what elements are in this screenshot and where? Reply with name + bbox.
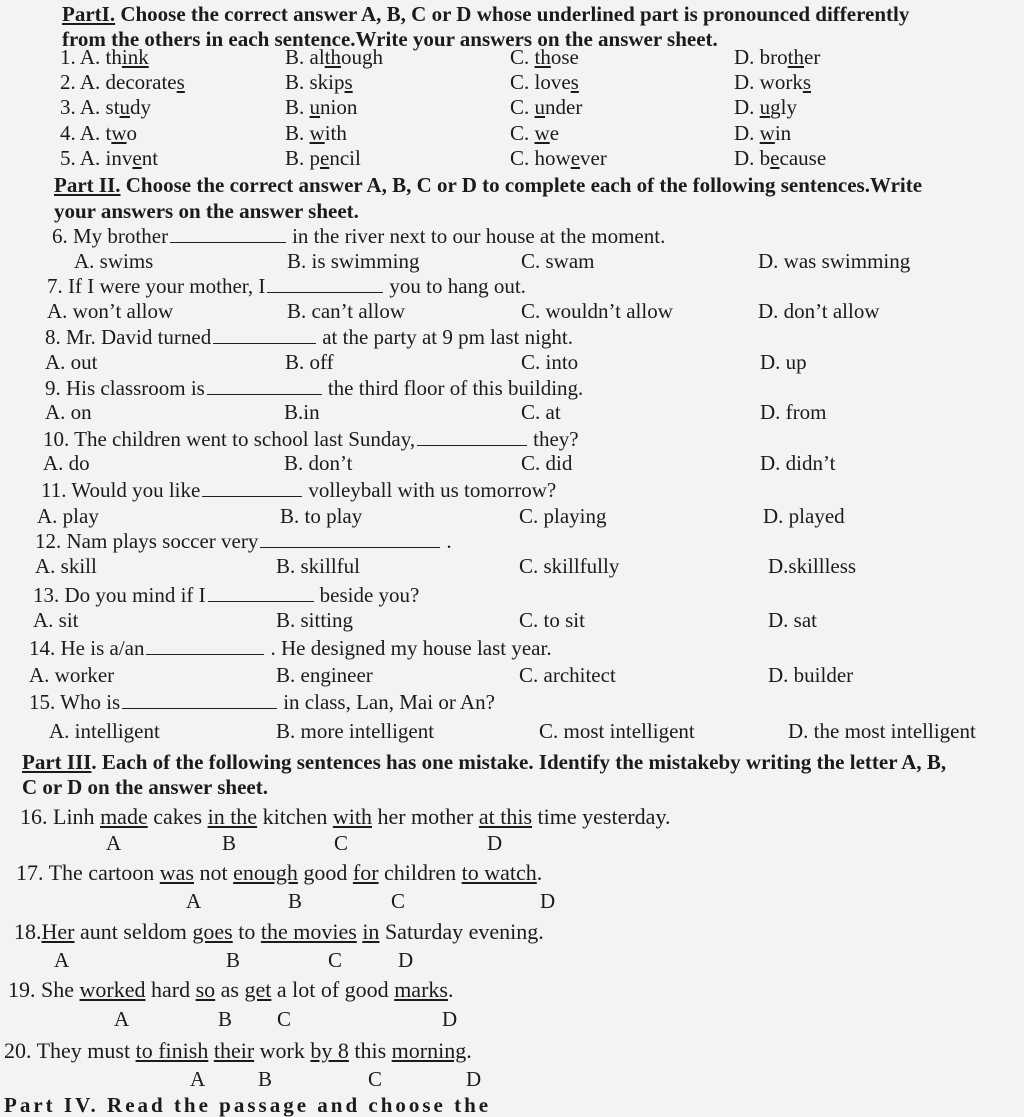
stem-text: 9. His classroom is: [45, 376, 205, 400]
p2-q7-option-a: A. won’t allow: [47, 299, 174, 323]
p2-q6-stem: [52, 224, 665, 248]
p1-q3-option-c: [510, 95, 582, 119]
stem-text: 12. Nam plays soccer very: [35, 529, 259, 553]
underlined-part: in: [362, 919, 380, 944]
answer-blank: [213, 327, 316, 344]
p1-q5-option-a: [60, 146, 158, 170]
sentence-text: children: [378, 860, 462, 885]
option-text: B.: [285, 121, 310, 145]
p2-q9-option-a: A. on: [45, 400, 92, 424]
stem-text: . He designed my house last year.: [270, 636, 552, 660]
show-through-text: [720, 380, 725, 401]
stem-text: in class, Lan, Mai or An?: [283, 690, 495, 714]
option-text: B.: [285, 95, 310, 119]
sentence-text: 17. The cartoon: [16, 860, 160, 885]
p3-q20-letter-b: B: [258, 1067, 273, 1091]
underlined-part: worked: [79, 977, 146, 1002]
option-text: B. skip: [285, 70, 345, 94]
p3-q17-letter-d: D: [540, 889, 556, 913]
stem-text: you to hang out.: [389, 274, 526, 298]
option-text: nder: [545, 95, 583, 119]
answer-blank: [122, 692, 277, 709]
underlined-part: morning: [391, 1038, 467, 1063]
p1-q3-option-b: [285, 95, 357, 119]
sentence-text: hard: [145, 977, 196, 1002]
p3-q20-letter-c: C: [368, 1067, 383, 1091]
part2-title-line2: your answers on the answer sheet.: [54, 199, 359, 223]
question-number: 2. A.: [60, 70, 106, 94]
part1-title: PartI. Choose the correct answer A, B, C or D whose underlined part is pronounced differently: [62, 2, 910, 26]
p3-q19-letter-c: C: [277, 1007, 292, 1031]
p2-q11-option-d: D. played: [763, 504, 845, 528]
p3-q19-letter-b: B: [218, 1007, 233, 1031]
option-text: B. al: [285, 45, 325, 69]
option-text: ver: [580, 146, 607, 170]
stem-text: they?: [533, 427, 579, 451]
question-number: 5. A.: [60, 146, 106, 170]
option-text: st: [105, 95, 120, 119]
underlined-part: w: [534, 121, 550, 145]
p3-q17-letter-b: B: [288, 889, 303, 913]
underlined-part: w: [309, 121, 325, 145]
part4-title-partial: Part IV. Read the passage and choose the: [4, 1093, 492, 1117]
option-text: ncil: [329, 146, 361, 170]
p1-q1-option-b: [285, 45, 383, 69]
p2-q6-option-c: C. swam: [521, 249, 595, 273]
p1-q4-option-c: [510, 121, 559, 145]
underlined-part: s: [344, 70, 353, 94]
option-text: ose: [550, 45, 579, 69]
option-text: D.: [734, 121, 760, 145]
underlined-part: with: [332, 804, 372, 829]
option-text: decorate: [105, 70, 177, 94]
sentence-text: time yesterday.: [532, 804, 671, 829]
underlined-part: th: [324, 45, 342, 69]
answer-blank: [146, 638, 264, 655]
p1-q4-option-a: [60, 121, 137, 145]
p2-q10-option-b: B. don’t: [284, 451, 353, 475]
option-text: in: [774, 121, 792, 145]
sentence-text: work: [254, 1038, 311, 1063]
underlined-part: to watch: [461, 860, 537, 885]
stem-text: 15. Who is: [29, 690, 121, 714]
underlined-part: th: [534, 45, 551, 69]
underlined-part: w: [759, 121, 775, 145]
sentence-text: 16. Linh: [20, 804, 101, 829]
sentence-text: aunt seldom: [74, 919, 193, 944]
underlined-part: at this: [478, 804, 533, 829]
p2-q7-option-b: B. can’t allow: [287, 299, 406, 323]
option-text: er: [804, 45, 821, 69]
p3-q19-sentence: [8, 978, 453, 1002]
p2-q14-option-b: B. engineer: [276, 663, 373, 687]
p2-q10-option-d: D. didn’t: [760, 451, 836, 475]
underlined-part: u: [759, 95, 771, 119]
underlined-part: w: [111, 121, 127, 145]
sentence-text: Saturday evening.: [379, 919, 544, 944]
p2-q14-option-d: D. builder: [768, 663, 854, 687]
option-text: C.: [510, 121, 535, 145]
sentence-text: 20. They must: [4, 1038, 136, 1063]
p2-q10-option-c: C. did: [521, 451, 573, 475]
underlined-part: u: [534, 95, 546, 119]
sentence-text: her mother: [371, 804, 479, 829]
sentence-text: not: [194, 860, 234, 885]
p3-q16-letter-b: B: [222, 831, 237, 855]
sentence-text: 18.: [14, 919, 42, 944]
p2-q8-option-b: B. off: [285, 350, 334, 374]
underlined-part: by 8: [310, 1038, 349, 1063]
p2-q10-option-a: A. do: [43, 451, 90, 475]
stem-text: at the party at 9 pm last night.: [322, 325, 574, 349]
stem-text: 7. If I were your mother, I: [47, 274, 266, 298]
p3-q16-sentence: [20, 805, 671, 829]
p2-q8-stem: [45, 325, 573, 349]
sentence-text: .: [466, 1038, 472, 1063]
sentence-text: cakes: [147, 804, 208, 829]
option-text: t: [105, 121, 112, 145]
part2-title: Part II. Choose the correct answer A, B, C or D to complete each of the following sentences.Write: [54, 173, 923, 197]
p2-q13-option-a: A. sit: [33, 608, 79, 632]
p2-q12-stem: [35, 529, 452, 553]
underlined-part: enough: [233, 860, 298, 885]
sentence-text: this: [348, 1038, 392, 1063]
option-text: inv: [105, 146, 133, 170]
underlined-part: th: [787, 45, 805, 69]
option-text: ith: [324, 121, 347, 145]
underlined-part: was: [159, 860, 194, 885]
stem-text: .: [446, 529, 452, 553]
option-text: D. b: [734, 146, 771, 170]
sentence-text: as: [215, 977, 245, 1002]
p1-q1-option-d: [734, 45, 820, 69]
p2-q6-option-b: B. is swimming: [287, 249, 420, 273]
p2-q15-option-d: D. the most intelligent: [788, 719, 976, 743]
p2-q14-option-a: A. worker: [29, 663, 115, 687]
stem-text: 13. Do you mind if I: [33, 583, 206, 607]
p3-q19-letter-d: D: [442, 1007, 458, 1031]
part3-title-line2: C or D on the answer sheet.: [22, 775, 268, 799]
option-text: cause: [779, 146, 827, 170]
p1-q3-option-a: [60, 95, 151, 119]
sentence-text: to: [232, 919, 261, 944]
stem-text: volleyball with us tomorrow?: [308, 478, 557, 502]
p3-q18-letter-b: B: [226, 948, 241, 972]
underlined-part: get: [244, 977, 272, 1002]
answer-blank: [260, 531, 440, 548]
p1-q5-option-d: [734, 146, 826, 170]
p3-q17-sentence: [16, 861, 542, 885]
option-text: C.: [510, 45, 535, 69]
p3-q17-letter-a: A: [186, 889, 202, 913]
option-text: nion: [320, 95, 358, 119]
stem-text: 6. My brother: [52, 224, 169, 248]
p2-q6-option-a: A. swims: [74, 249, 154, 273]
stem-text: the third floor of this building.: [327, 376, 584, 400]
underlined-part: e: [132, 146, 142, 170]
p1-q2-option-c: [510, 70, 579, 94]
p2-q15-option-b: B. more intelligent: [276, 719, 435, 743]
p2-q13-option-d: D. sat: [768, 608, 817, 632]
p2-q7-option-c: C. wouldn’t allow: [521, 299, 673, 323]
p2-q11-option-a: A. play: [37, 504, 99, 528]
p2-q7-option-d: D. don’t allow: [758, 299, 880, 323]
option-text: nt: [141, 146, 159, 170]
underlined-part: in the: [207, 804, 258, 829]
part1-title-line2: from the others in each sentence.Write your answers on the answer sheet.: [62, 27, 718, 51]
underlined-part: ink: [121, 45, 149, 69]
p2-q9-stem: [45, 376, 583, 400]
underlined-part: u: [309, 95, 321, 119]
p1-q5-option-b: [285, 146, 361, 170]
option-text: gly: [770, 95, 798, 119]
option-text: C.: [510, 95, 535, 119]
p2-q10-stem: [43, 427, 579, 451]
p3-q18-letter-c: C: [328, 948, 343, 972]
underlined-part: their: [213, 1038, 255, 1063]
p2-q11-stem: [41, 478, 556, 502]
stem-text: 14. He is a/an: [29, 636, 145, 660]
underlined-part: u: [119, 95, 131, 119]
underlined-part: marks: [394, 977, 448, 1002]
answer-blank: [417, 429, 527, 446]
underlined-part: goes: [192, 919, 233, 944]
p2-q8-option-c: C. into: [521, 350, 579, 374]
p2-q13-stem: [33, 583, 419, 607]
p2-q11-option-b: B. to play: [280, 504, 363, 528]
p1-q1-option-a: [60, 45, 149, 69]
p2-q15-option-a: A. intelligent: [49, 719, 160, 743]
p1-q5-option-c: [510, 146, 607, 170]
p3-q20-letter-d: D: [466, 1067, 482, 1091]
p3-q18-letter-a: A: [54, 948, 70, 972]
sentence-text: .: [447, 977, 454, 1002]
stem-text: beside you?: [319, 583, 420, 607]
option-text: D. work: [734, 70, 803, 94]
p1-q2-option-b: [285, 70, 353, 94]
option-text: D. bro: [734, 45, 788, 69]
answer-blank: [207, 378, 322, 395]
p2-q14-option-c: C. architect: [519, 663, 616, 687]
underlined-part: Her: [41, 919, 75, 944]
option-text: ough: [341, 45, 384, 69]
underlined-part: e: [320, 146, 330, 170]
p2-q8-option-a: A. out: [45, 350, 98, 374]
p3-q16-letter-a: A: [106, 831, 122, 855]
sentence-text: 19. She: [8, 977, 80, 1002]
p3-q16-letter-d: D: [487, 831, 503, 855]
p3-q17-letter-c: C: [391, 889, 406, 913]
p2-q12-option-b: B. skillful: [276, 554, 361, 578]
option-text: dy: [130, 95, 152, 119]
p2-q8-option-d: D. up: [760, 350, 807, 374]
p1-q4-option-b: [285, 121, 347, 145]
option-text: o: [126, 121, 138, 145]
p2-q15-stem: [29, 690, 495, 714]
p2-q6-option-d: D. was swimming: [758, 249, 911, 273]
p2-q9-option-b: B.in: [284, 400, 320, 424]
part3-title: Part III. Each of the following sentences has one mistake. Identify the mistakeby writing the letter A, B,: [22, 750, 947, 774]
p2-q12-option-d: D.skillless: [768, 554, 857, 578]
option-text: B. p: [285, 146, 321, 170]
underlined-part: s: [570, 70, 579, 94]
p3-q19-letter-a: A: [114, 1007, 130, 1031]
stem-text: 11. Would you like: [41, 478, 201, 502]
p1-q4-option-d: [734, 121, 791, 145]
answer-blank: [267, 276, 383, 293]
p2-q7-stem: [47, 274, 526, 298]
question-number: 3. A.: [60, 95, 106, 119]
underlined-part: made: [100, 804, 148, 829]
p3-q16-letter-c: C: [334, 831, 349, 855]
sentence-text: kitchen: [257, 804, 333, 829]
underlined-part: so: [195, 977, 216, 1002]
sentence-text: .: [536, 860, 543, 885]
sentence-text: a lot of good: [271, 977, 395, 1002]
p2-q13-option-c: C. to sit: [519, 608, 585, 632]
option-text: D.: [734, 95, 760, 119]
p1-q3-option-d: [734, 95, 797, 119]
option-text: C. how: [510, 146, 571, 170]
p2-q12-option-a: A. skill: [35, 554, 97, 578]
p1-q2-option-a: [60, 70, 185, 94]
option-text: e: [549, 121, 560, 145]
p2-q11-option-c: C. playing: [519, 504, 607, 528]
stem-text: 8. Mr. David turned: [45, 325, 212, 349]
question-number: 4. A.: [60, 121, 106, 145]
p2-q13-option-b: B. sitting: [276, 608, 354, 632]
question-number: 1. A.: [60, 45, 106, 69]
underlined-part: s: [176, 70, 185, 94]
p3-q18-sentence: [14, 920, 544, 944]
p1-q1-option-c: [510, 45, 579, 69]
option-text: C. love: [510, 70, 571, 94]
underlined-part: s: [802, 70, 812, 94]
sentence-text: good: [297, 860, 353, 885]
stem-text: 10. The children went to school last Sunday,: [43, 427, 416, 451]
p3-q20-sentence: [4, 1039, 472, 1063]
stem-text: in the river next to our house at the moment.: [292, 224, 666, 248]
underlined-part: for: [352, 860, 379, 885]
p2-q9-option-c: C. at: [521, 400, 561, 424]
underlined-part: to finish: [135, 1038, 209, 1063]
underlined-part: the movies: [260, 919, 357, 944]
p1-q2-option-d: [734, 70, 811, 94]
p2-q14-stem: [29, 636, 552, 660]
answer-blank: [208, 585, 314, 602]
underlined-part: e: [570, 146, 581, 170]
answer-blank: [202, 480, 302, 497]
p3-q18-letter-d: D: [398, 948, 414, 972]
underlined-part: e: [770, 146, 780, 170]
option-text: th: [105, 45, 122, 69]
p3-q20-letter-a: A: [190, 1067, 206, 1091]
p2-q12-option-c: C. skillfully: [519, 554, 620, 578]
p2-q15-option-c: C. most intelligent: [539, 719, 695, 743]
p2-q9-option-d: D. from: [760, 400, 827, 424]
answer-blank: [170, 226, 286, 243]
